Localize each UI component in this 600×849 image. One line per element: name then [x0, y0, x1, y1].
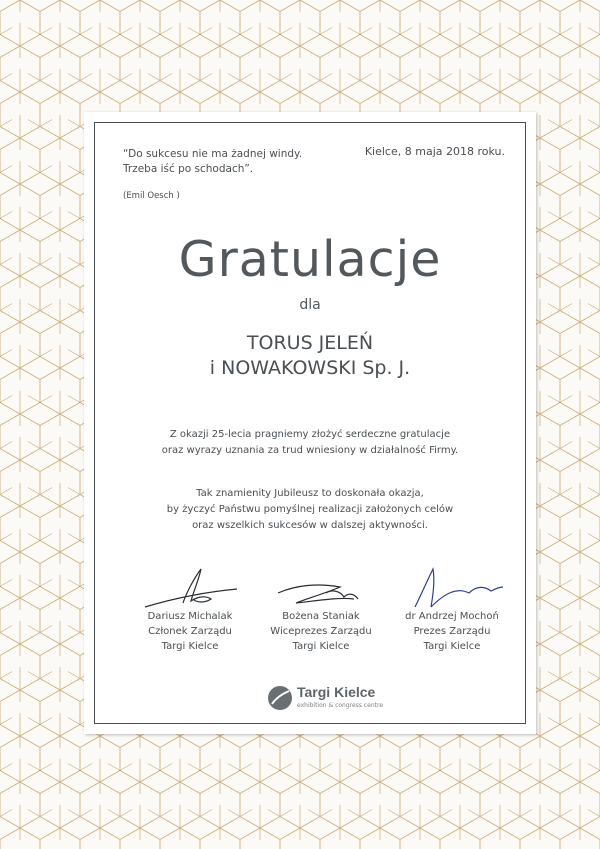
handwritten-signature-michalak	[125, 563, 255, 609]
quote-author: (Emil Oesch )	[123, 191, 180, 201]
signer-org: Targi Kielce	[423, 641, 481, 652]
signer-michalak	[125, 563, 255, 654]
certificate-frame	[94, 122, 526, 724]
congratulations-paragraph	[95, 427, 525, 459]
handwritten-signature-staniak	[256, 563, 386, 609]
signer-org: Targi Kielce	[161, 641, 219, 652]
signer-mochon	[387, 563, 517, 654]
paragraph1-line-1: Z okazji 25-lecia pragniemy złożyć serdeczne gratulacje	[169, 429, 451, 440]
logo-name: Targi Kielce	[297, 684, 376, 700]
company-line-2: i NOWAKOWSKI Sp. J.	[209, 357, 411, 379]
targi-kielce-logo-icon	[267, 685, 293, 711]
signer-role: Członek Zarządu	[148, 626, 232, 637]
wishes-paragraph	[95, 486, 525, 534]
certificate-title: Gratulacje	[178, 231, 442, 288]
signatures-section	[125, 563, 499, 663]
recipient-company	[95, 331, 525, 381]
logo-tagline: exhibition & congress centre	[297, 702, 384, 709]
certificate-card	[84, 112, 536, 734]
targi-kielce-logo	[267, 683, 397, 713]
quote-line-2: Trzeba iść po schodach”.	[123, 163, 254, 175]
paragraph1-line-2: oraz wyrazy uznania za trud wniesiony w działalność Firmy.	[161, 445, 459, 456]
paragraph2-line-2: by życzyć Państwu pomyślnej realizacji założonych celów	[166, 504, 454, 515]
paragraph2-line-1: Tak znamienity Jubileusz to doskonała okazja,	[196, 488, 424, 499]
quote-line-1: “Do sukcesu nie ma żadnej windy.	[123, 148, 303, 160]
company-line-1: TORUS JELEŃ	[246, 332, 374, 354]
signer-name: Bożena Staniak	[282, 611, 360, 622]
signer-name: dr Andrzej Mochoń	[405, 611, 499, 622]
signer-org: Targi Kielce	[292, 641, 350, 652]
recipient-preposition: dla	[299, 297, 321, 313]
motto-quote	[123, 147, 302, 204]
paragraph2-line-3: oraz wszelkich sukcesów w dalszej aktywności.	[192, 520, 428, 531]
signer-role: Prezes Zarządu	[413, 626, 491, 637]
certificate-date: Kielce, 8 maja 2018 roku.	[364, 145, 505, 158]
signer-name: Dariusz Michalak	[147, 611, 233, 622]
signer-role: Wiceprezes Zarządu	[270, 626, 372, 637]
handwritten-signature-mochon	[387, 563, 517, 609]
signer-staniak	[256, 563, 386, 654]
